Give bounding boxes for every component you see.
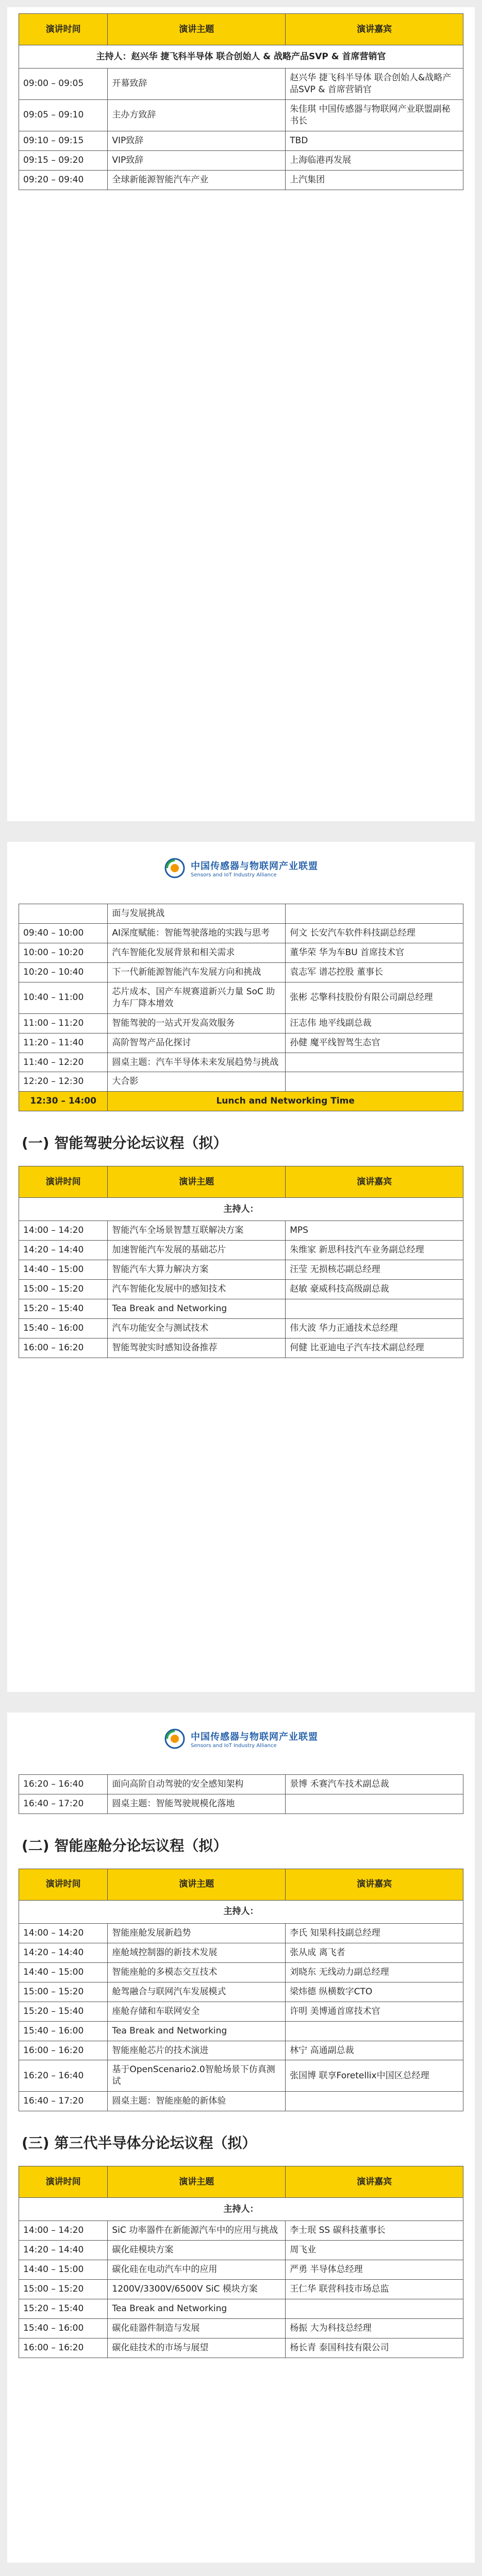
table-header-row <box>19 2166 463 2198</box>
guest-cell: 张彬 芯擎科技股份有限公司副总经理 <box>286 982 463 1013</box>
table-header-row <box>19 1166 463 1198</box>
guest-cell: 刘晓东 无线动力副总经理 <box>286 1962 463 1982</box>
guest-cell: 李士珉 SS 碳科技董事长 <box>286 2221 463 2241</box>
topic-cell: 智能驾驶实时感知设备推荐 <box>108 1338 286 1358</box>
topic-cell: 汽车功能安全与测试技术 <box>108 1319 286 1338</box>
topic-cell: 座舱存储和车联网安全 <box>108 2002 286 2021</box>
topic-cell: 全球新能源智能汽车产业 <box>108 170 286 190</box>
topic-cell: 圆桌主题：智能驾驶规模化落地 <box>108 1794 286 1814</box>
guest-cell: 袁志军 谱芯控股 董事长 <box>286 962 463 982</box>
lunch-cell: Lunch and Networking Time <box>108 1092 463 1111</box>
header-guest: 演讲嘉宾 <box>286 2166 463 2198</box>
third-gen-semiconductor-table <box>19 2166 463 2358</box>
topic-cell: 智能座舱芯片的技术演进 <box>108 2041 286 2060</box>
table-row <box>19 99 463 131</box>
table-row <box>19 1775 463 1794</box>
guest-cell: 张国博 联享Foretellix中国区总经理 <box>286 2060 463 2092</box>
topic-cell: 座舱域控制器的新技术发展 <box>108 1943 286 1962</box>
topic-cell: 智能座舱发展新趋势 <box>108 1923 286 1943</box>
time-cell: 12:20 – 12:30 <box>19 1072 108 1092</box>
section-title-autonomous-driving: (一) 智能驾驶分论坛议程（拟） <box>22 1134 228 1152</box>
host-cell: 主持人：赵兴华 捷飞科半导体 联合创始人 & 战略产品SVP & 首席营销官 <box>19 45 463 69</box>
guest-cell: 许明 美博通首席技术官 <box>286 2002 463 2021</box>
topic-cell: 碳化硅器件制造与发展 <box>108 2318 286 2338</box>
topic-cell: 面向高阶自动驾驶的安全感知架构 <box>108 1775 286 1794</box>
table-row <box>19 2260 463 2280</box>
guest-cell <box>286 1299 463 1319</box>
table-row <box>19 2021 463 2041</box>
time-cell: 14:20 – 14:40 <box>19 1943 108 1962</box>
time-cell: 14:00 – 14:20 <box>19 1221 108 1241</box>
table-row <box>19 2060 463 2092</box>
host-cell: 主持人： <box>19 2198 463 2221</box>
table-row <box>19 943 463 962</box>
time-cell: 15:20 – 15:40 <box>19 1299 108 1319</box>
table-row <box>19 1943 463 1962</box>
table-row <box>19 2221 463 2241</box>
logo-en-text: Sensors and IoT Industry Alliance <box>191 872 277 878</box>
table-row <box>19 2318 463 2338</box>
topic-cell: 智能汽车全场景智慧互联解决方案 <box>108 1221 286 1241</box>
table-row <box>19 1053 463 1072</box>
topic-cell: 智能汽车大算力解决方案 <box>108 1260 286 1280</box>
table-row <box>19 1241 463 1260</box>
time-cell: 10:20 – 10:40 <box>19 962 108 982</box>
topic-cell: 高阶智驾产品化探讨 <box>108 1033 286 1053</box>
header-time: 演讲时间 <box>19 1869 108 1900</box>
time-cell: 09:10 – 09:15 <box>19 131 108 150</box>
host-row <box>19 2198 463 2221</box>
guest-cell: 何文 长安汽车软件科技副总经理 <box>286 923 463 943</box>
alliance-logo-icon <box>164 857 186 879</box>
table-row <box>19 131 463 150</box>
time-cell: 14:40 – 15:00 <box>19 1962 108 1982</box>
guest-cell <box>286 2299 463 2319</box>
time-cell: 16:40 – 17:20 <box>19 2092 108 2111</box>
table-row <box>19 1033 463 1053</box>
table-row <box>19 1962 463 1982</box>
header-topic: 演讲主题 <box>108 1166 286 1198</box>
header-time: 演讲时间 <box>19 2166 108 2198</box>
topic-cell: 舱驾融合与联网汽车发展模式 <box>108 1982 286 2002</box>
time-cell: 14:20 – 14:40 <box>19 1241 108 1260</box>
header-time: 演讲时间 <box>19 1166 108 1198</box>
table-row <box>19 904 463 924</box>
time-cell: 15:00 – 15:20 <box>19 1280 108 1299</box>
topic-cell: 大合影 <box>108 1072 286 1092</box>
topic-cell: Tea Break and Networking <box>108 1299 286 1319</box>
guest-cell: 董华荣 华为车BU 首席技术官 <box>286 943 463 962</box>
topic-cell: 汽车智能化发展背景和相关需求 <box>108 943 286 962</box>
table-row <box>19 1319 463 1338</box>
guest-cell: 上汽集团 <box>286 170 463 190</box>
alliance-logo-icon <box>164 1728 186 1750</box>
guest-cell <box>286 904 463 924</box>
guest-cell: 朱维家 新思科技汽车业务副总经理 <box>286 1241 463 1260</box>
table-row <box>19 2280 463 2299</box>
topic-cell: VIP致辞 <box>108 150 286 170</box>
topic-cell: 基于OpenScenario2.0智舱场景下仿真测试 <box>108 2060 286 2092</box>
guest-cell: 孙健 魔平线智驾生态官 <box>286 1033 463 1053</box>
topic-cell: 汽车智能化发展中的感知技术 <box>108 1280 286 1299</box>
time-cell: 14:40 – 15:00 <box>19 1260 108 1280</box>
time-cell: 14:00 – 14:20 <box>19 1923 108 1943</box>
time-cell: 16:00 – 16:20 <box>19 2338 108 2358</box>
table-row <box>19 1221 463 1241</box>
table-header-row <box>19 14 463 45</box>
guest-cell <box>286 1072 463 1092</box>
topic-cell: Tea Break and Networking <box>108 2021 286 2041</box>
topic-cell: AI深度赋能：智能驾驶落地的实践与思考 <box>108 923 286 943</box>
agenda-page-2 <box>7 842 475 1692</box>
opening-agenda-table <box>19 13 463 190</box>
guest-cell: MPS <box>286 1221 463 1241</box>
table-row <box>19 1338 463 1358</box>
alliance-logo <box>7 842 475 904</box>
time-cell: 09:40 – 10:00 <box>19 923 108 943</box>
guest-cell: 上海临港再发展 <box>286 150 463 170</box>
topic-cell: 圆桌主题：汽车半导体未来发展趋势与挑战 <box>108 1053 286 1072</box>
time-cell: 16:40 – 17:20 <box>19 1794 108 1814</box>
topic-cell: 1200V/3300V/6500V SiC 模块方案 <box>108 2280 286 2299</box>
header-time: 演讲时间 <box>19 14 108 45</box>
table-row <box>19 1072 463 1092</box>
table-row <box>19 2041 463 2060</box>
topic-cell: 碳化硅技术的市场与展望 <box>108 2338 286 2358</box>
guest-cell: 杨长青 泰国科技有限公司 <box>286 2338 463 2358</box>
time-cell: 09:20 – 09:40 <box>19 170 108 190</box>
table-row <box>19 1260 463 1280</box>
guest-cell: 严勇 半导体总经理 <box>286 2260 463 2280</box>
topic-cell: 面与发展挑战 <box>108 904 286 924</box>
header-guest: 演讲嘉宾 <box>286 1166 463 1198</box>
time-cell: 14:40 – 15:00 <box>19 2260 108 2280</box>
agenda-page-1 <box>7 7 475 821</box>
table-row <box>19 923 463 943</box>
time-cell: 09:00 – 09:05 <box>19 69 108 100</box>
table-row <box>19 1013 463 1033</box>
table-row <box>19 1794 463 1814</box>
guest-cell: 林宁 高通副总裁 <box>286 2041 463 2060</box>
guest-cell: 杨振 大为科技总经理 <box>286 2318 463 2338</box>
table-row <box>19 982 463 1013</box>
guest-cell <box>286 2092 463 2111</box>
time-cell: 11:20 – 11:40 <box>19 1033 108 1053</box>
table-row <box>19 962 463 982</box>
section-title-third-gen-semiconductor: (三) 第三代半导体分论坛议程（拟） <box>22 2134 257 2152</box>
time-cell: 09:15 – 09:20 <box>19 150 108 170</box>
topic-cell: 下一代新能源智能汽车发展方向和挑战 <box>108 962 286 982</box>
topic-cell: 圆桌主题：智能座舱的新体验 <box>108 2092 286 2111</box>
topic-cell: 智能座舱的多模态交互技术 <box>108 1962 286 1982</box>
time-cell: 09:05 – 09:10 <box>19 99 108 131</box>
table-row <box>19 1299 463 1319</box>
topic-cell: VIP致辞 <box>108 131 286 150</box>
time-cell: 15:00 – 15:20 <box>19 1982 108 2002</box>
time-cell: 16:00 – 16:20 <box>19 2041 108 2060</box>
time-cell: 11:00 – 11:20 <box>19 1013 108 1033</box>
table-row <box>19 2002 463 2021</box>
host-cell: 主持人： <box>19 1900 463 1923</box>
time-cell: 15:40 – 16:00 <box>19 2318 108 2338</box>
autonomous-driving-table <box>19 1166 463 1358</box>
topic-cell: Tea Break and Networking <box>108 2299 286 2319</box>
guest-cell: 汪莹 无损核芯副总经理 <box>286 1260 463 1280</box>
section-title-smart-cockpit: (二) 智能座舱分论坛议程（拟） <box>22 1837 228 1854</box>
guest-cell: TBD <box>286 131 463 150</box>
time-cell: 11:40 – 12:20 <box>19 1053 108 1072</box>
header-guest: 演讲嘉宾 <box>286 14 463 45</box>
guest-cell: 梁炜德 纵横数字CTO <box>286 1982 463 2002</box>
guest-cell: 王仁华 联营科技市场总监 <box>286 2280 463 2299</box>
table-row <box>19 1923 463 1943</box>
time-cell: 15:40 – 16:00 <box>19 2021 108 2041</box>
topic-cell: 加速智能汽车发展的基础芯片 <box>108 1241 286 1260</box>
time-cell: 16:20 – 16:40 <box>19 2060 108 2092</box>
logo-cn-text: 中国传感器与物联网产业联盟 <box>191 1731 318 1742</box>
time-cell: 14:00 – 14:20 <box>19 2221 108 2241</box>
header-guest: 演讲嘉宾 <box>286 1869 463 1900</box>
header-topic: 演讲主题 <box>108 2166 286 2198</box>
time-cell: 16:00 – 16:20 <box>19 1338 108 1358</box>
table-row <box>19 69 463 100</box>
time-cell: 15:20 – 15:40 <box>19 2002 108 2021</box>
autonomous-driving-table-cont <box>19 1774 463 1814</box>
logo-en-text: Sensors and IoT Industry Alliance <box>191 1742 277 1749</box>
agenda-page-3 <box>7 1713 475 2563</box>
topic-cell: 碳化硅在电动汽车中的应用 <box>108 2260 286 2280</box>
header-topic: 演讲主题 <box>108 14 286 45</box>
table-row <box>19 2299 463 2319</box>
topic-cell: SiC 功率器件在新能源汽车中的应用与挑战 <box>108 2221 286 2241</box>
guest-cell: 何健 比亚迪电子汽车技术副总经理 <box>286 1338 463 1358</box>
smart-cockpit-table <box>19 1869 463 2111</box>
table-row <box>19 170 463 190</box>
time-cell: 10:00 – 10:20 <box>19 943 108 962</box>
topic-cell: 主办方致辞 <box>108 99 286 131</box>
guest-cell: 伟大波 华力正通技术总经理 <box>286 1319 463 1338</box>
table-row <box>19 2338 463 2358</box>
time-cell: 10:40 – 11:00 <box>19 982 108 1013</box>
topic-cell: 碳化硅模块方案 <box>108 2241 286 2260</box>
guest-cell: 汪志伟 地平线副总裁 <box>286 1013 463 1033</box>
table-row <box>19 2092 463 2111</box>
guest-cell: 周飞业 <box>286 2241 463 2260</box>
host-cell: 主持人： <box>19 1198 463 1221</box>
time-cell: 14:20 – 14:40 <box>19 2241 108 2260</box>
guest-cell: 赵兴华 捷飞科半导体 联合创始人&战略产品SVP & 首席营销官 <box>286 69 463 100</box>
host-row <box>19 1900 463 1923</box>
table-row <box>19 2241 463 2260</box>
guest-cell: 李氏 知果科技副总经理 <box>286 1923 463 1943</box>
topic-cell: 芯片成本、国产车规赛道新兴力量 SoC 助力车厂降本增效 <box>108 982 286 1013</box>
topic-cell: 开幕致辞 <box>108 69 286 100</box>
keynote-agenda-table <box>19 904 463 1111</box>
time-cell: 15:40 – 16:00 <box>19 1319 108 1338</box>
time-cell: 12:30 – 14:00 <box>19 1092 108 1111</box>
guest-cell <box>286 2021 463 2041</box>
alliance-logo <box>7 1713 475 1774</box>
guest-cell: 景博 禾赛汽车技术副总裁 <box>286 1775 463 1794</box>
topic-cell: 智能驾驶的一站式开发高效服务 <box>108 1013 286 1033</box>
table-row <box>19 150 463 170</box>
time-cell: 15:00 – 15:20 <box>19 2280 108 2299</box>
time-cell <box>19 904 108 924</box>
host-row <box>19 45 463 69</box>
guest-cell: 朱佳琪 中国传感器与物联网产业联盟副秘书长 <box>286 99 463 131</box>
time-cell: 16:20 – 16:40 <box>19 1775 108 1794</box>
guest-cell <box>286 1053 463 1072</box>
host-row <box>19 1198 463 1221</box>
table-row <box>19 1280 463 1299</box>
table-row <box>19 1982 463 2002</box>
guest-cell: 张从成 离飞者 <box>286 1943 463 1962</box>
table-header-row <box>19 1869 463 1900</box>
time-cell: 15:20 – 15:40 <box>19 2299 108 2319</box>
lunch-row <box>19 1092 463 1111</box>
guest-cell: 赵敏 豪威科技高级副总裁 <box>286 1280 463 1299</box>
header-topic: 演讲主题 <box>108 1869 286 1900</box>
logo-cn-text: 中国传感器与物联网产业联盟 <box>191 860 318 872</box>
guest-cell <box>286 1794 463 1814</box>
